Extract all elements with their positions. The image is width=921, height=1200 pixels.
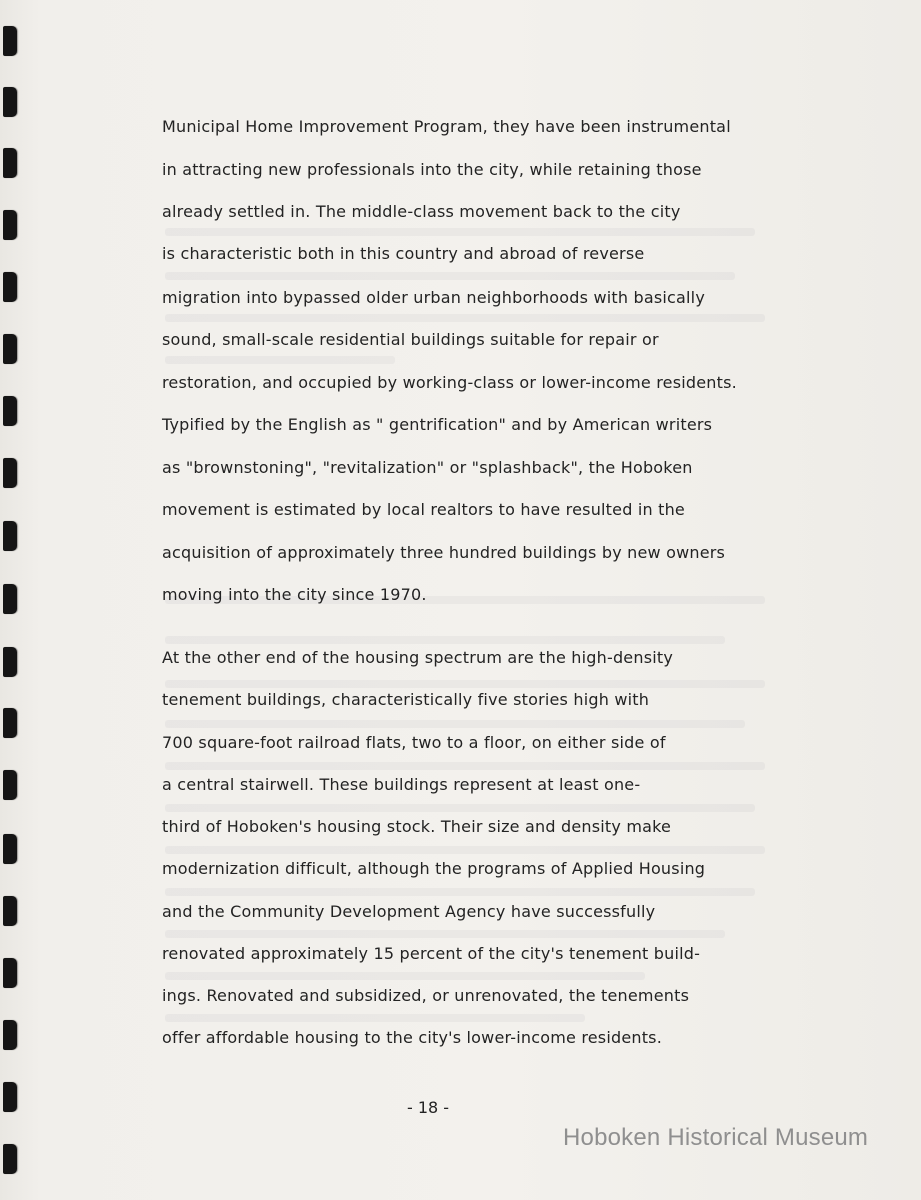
text-line-3: already settled in. The middle-class movement back to the city (162, 202, 681, 221)
text-line-8: Typified by the English as " gentrification" and by American writers (162, 415, 713, 434)
text-line-19: and the Community Development Agency have successfully (162, 902, 656, 921)
page-number: - 18 - (407, 1098, 450, 1117)
text-line-18: modernization difficult, although the programs of Applied Housing (162, 859, 706, 878)
text-line-4: is characteristic both in this country and abroad of reverse (162, 244, 645, 263)
text-line-14: tenement buildings, characteristically five stories high with (162, 690, 650, 709)
text-line-21: ings. Renovated and subsidized, or unrenovated, the tenements (162, 986, 690, 1005)
text-line-7: restoration, and occupied by working-class or lower-income residents. (162, 373, 737, 392)
text-line-2: in attracting new professionals into the city, while retaining those (162, 160, 702, 179)
text-line-1: Municipal Home Improvement Program, they have been instrumental (162, 117, 731, 136)
text-line-17: third of Hoboken's housing stock. Their size and density make (162, 817, 672, 836)
text-line-5: migration into bypassed older urban neighborhoods with basically (162, 288, 705, 307)
text-line-13: At the other end of the housing spectrum are the high-density (162, 648, 674, 667)
text-line-15: 700 square-foot railroad flats, two to a floor, on either side of (162, 733, 666, 752)
spiral-binding (0, 0, 24, 1200)
text-line-10: movement is estimated by local realtors to have resulted in the (162, 500, 685, 519)
text-line-16: a central stairwell. These buildings represent at least one- (162, 775, 641, 794)
text-line-9: as "brownstoning", "revitalization" or "splashback", the Hoboken (162, 458, 693, 477)
text-line-11: acquisition of approximately three hundred buildings by new owners (162, 543, 726, 562)
text-line-20: renovated approximately 15 percent of the city's tenement build- (162, 944, 701, 963)
text-line-22: offer affordable housing to the city's lower-income residents. (162, 1028, 663, 1047)
museum-watermark: Hoboken Historical Museum (563, 1124, 869, 1151)
text-line-6: sound, small-scale residential buildings suitable for repair or (162, 330, 659, 349)
text-line-12: moving into the city since 1970. (162, 585, 427, 604)
